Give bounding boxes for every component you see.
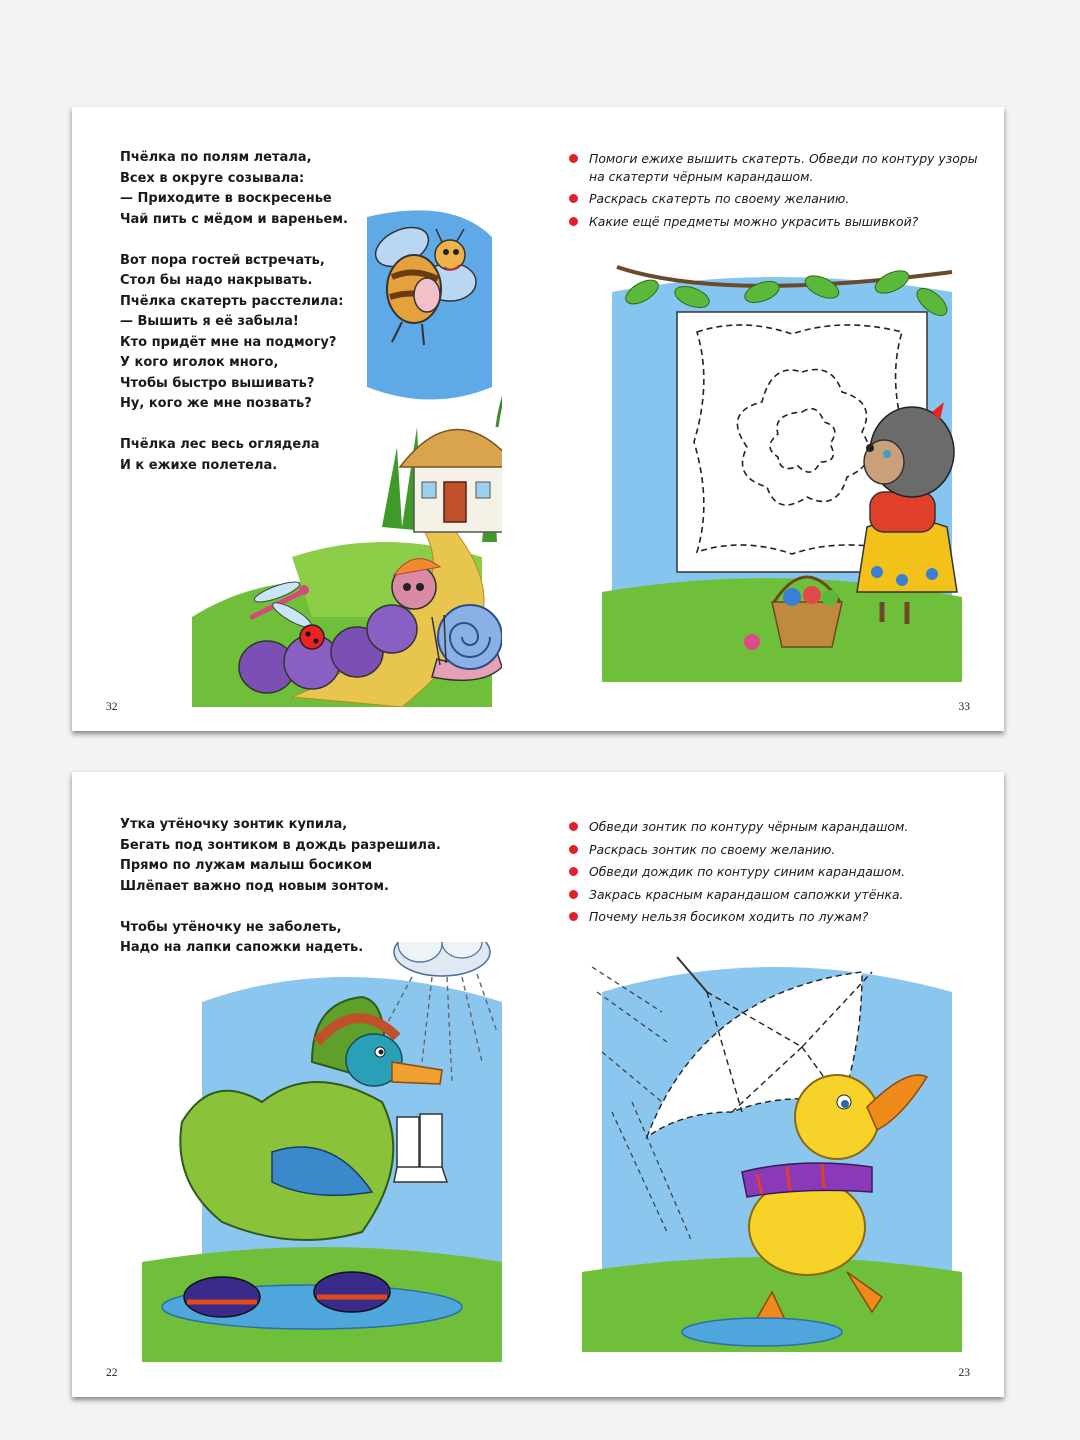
task-item bbox=[569, 908, 989, 926]
task-text: Обведи зонтик по контуру чёрным карандашом. bbox=[589, 819, 909, 834]
poem-line: Утка утёночку зонтик купила, bbox=[120, 817, 348, 832]
task-item bbox=[569, 841, 989, 859]
poem-line: Бегать под зонтиком в дождь разрешила. bbox=[120, 837, 441, 853]
task-text: Какие ещё предметы можно украсить вышивкой? bbox=[589, 213, 919, 229]
bullet-icon bbox=[569, 154, 578, 163]
task-item bbox=[569, 150, 989, 185]
bee-garden-illustration bbox=[152, 197, 502, 707]
page-number: 23 bbox=[958, 1367, 970, 1379]
task-item bbox=[569, 863, 989, 881]
cloud-figure bbox=[394, 942, 490, 976]
bullet-icon bbox=[569, 912, 578, 921]
task-text: Почему нельзя босиком ходить по лужам? bbox=[589, 909, 869, 924]
page-number: 33 bbox=[958, 701, 970, 713]
poem-line: — Вышить я её забыла! bbox=[120, 314, 299, 329]
poem-line: У кого иголок много, bbox=[120, 355, 279, 370]
stanza-gap bbox=[120, 897, 420, 918]
task-list-umbrella bbox=[569, 818, 989, 931]
task-item bbox=[569, 886, 989, 904]
poem-line: — Приходите в воскресенье bbox=[120, 191, 332, 206]
poem-line: Кто придёт мне на подмогу? bbox=[120, 334, 337, 350]
hedgehog-tablecloth-illustration bbox=[602, 262, 962, 682]
book-spread-bottom bbox=[72, 772, 1004, 1397]
poem-duckling bbox=[120, 815, 441, 959]
task-text: Раскрась скатерть по своему желанию. bbox=[589, 191, 850, 206]
duckling-umbrella-illustration bbox=[582, 952, 962, 1352]
poem-line: Шлёпает важно под новым зонтом. bbox=[120, 878, 389, 894]
task-text: Помоги ежихе вышить скатерть. Обведи по контуру узоры на скатерти чёрным карандашом. bbox=[589, 151, 978, 184]
poem-line: И к ежихе полетела. bbox=[120, 457, 278, 473]
poem-line: Чтобы утёночку не заболеть, bbox=[120, 919, 342, 935]
task-item bbox=[569, 190, 989, 208]
poem-line: Вот пора гостей встречать, bbox=[120, 252, 325, 268]
bullet-icon bbox=[569, 890, 578, 899]
poem-line: Пчёлка лес весь оглядела bbox=[120, 437, 320, 452]
poem-line: Ну, кого же мне позвать? bbox=[120, 396, 312, 411]
poem-line: Всех в округе созывала: bbox=[120, 170, 305, 186]
bullet-icon bbox=[569, 194, 578, 203]
task-text: Раскрась зонтик по своему желанию. bbox=[589, 841, 836, 857]
task-item bbox=[569, 213, 989, 231]
poem-line: Чтобы быстро вышивать? bbox=[120, 375, 315, 391]
bullet-icon bbox=[569, 822, 578, 831]
poem-line: Стол бы надо накрывать. bbox=[120, 273, 313, 288]
bullet-icon bbox=[569, 867, 578, 876]
book-spread-top bbox=[72, 107, 1004, 731]
poem-line: Пчёлка скатерть расстелила: bbox=[120, 293, 344, 309]
bullet-icon bbox=[569, 217, 578, 226]
poem-line: Пчёлка по полям летала, bbox=[120, 150, 312, 165]
poem-line: Чай пить с мёдом и вареньем. bbox=[120, 211, 348, 227]
task-text: Закрась красным карандашом сапожки утёнка. bbox=[589, 886, 904, 902]
duck-rain-illustration bbox=[142, 942, 522, 1362]
task-list-embroidery bbox=[569, 150, 989, 235]
page-number: 32 bbox=[106, 701, 118, 713]
task-item bbox=[569, 818, 989, 836]
poem-line: Надо на лапки сапожки надеть. bbox=[120, 940, 364, 955]
page-number: 22 bbox=[106, 1367, 118, 1379]
task-text: Обведи дождик по контуру синим карандашом. bbox=[589, 864, 906, 879]
bullet-icon bbox=[569, 845, 578, 854]
poem-line: Прямо по лужам малыш босиком bbox=[120, 858, 373, 873]
